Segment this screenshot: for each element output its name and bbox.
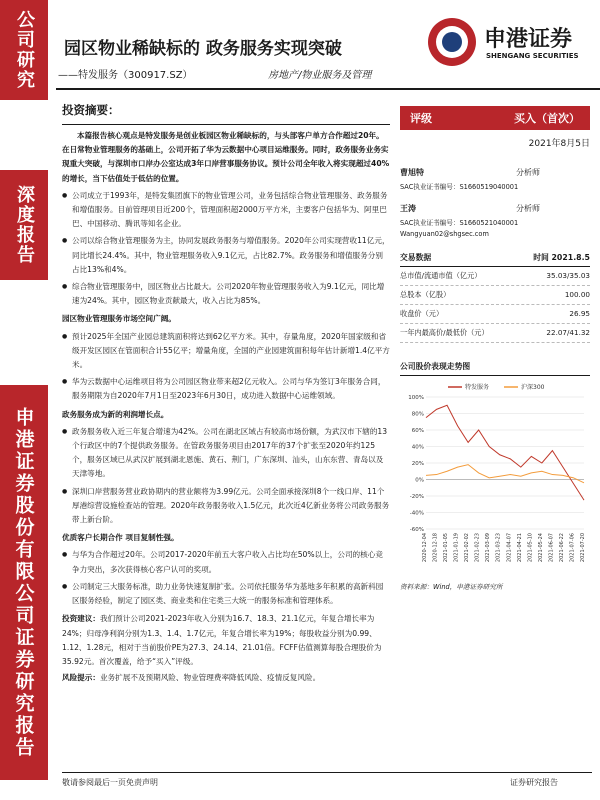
risk-label: 风险提示：: [62, 673, 100, 683]
chart-source: 资料来源：Wind，申港证券研究所: [400, 583, 503, 591]
x-tick-label: 2020-12-18: [432, 533, 439, 563]
sidebar-panel: [400, 102, 590, 591]
sideband-mid-label: 深度报告: [14, 185, 35, 265]
trade-data-header: [400, 252, 590, 267]
trade-data-row: [400, 305, 590, 324]
analyst-name: 曹旭特: [400, 168, 424, 177]
section-divider: [62, 124, 390, 125]
report-subtitle: ——特发服务（300917.SZ）: [58, 70, 193, 81]
trade-data-row: [400, 286, 590, 305]
trade-data-value: 100.00: [564, 290, 590, 299]
stock-chart: [400, 379, 590, 579]
logo-cn-text: 申港证券: [484, 26, 573, 52]
bullet-item: ● 与华为合作超过20年。公司2017-2020年前五大客户收入占比均在50%以上，公司的核心竞争力突出，多次获得核心客户认可的奖项。: [62, 548, 390, 576]
rating-bar: [400, 106, 590, 130]
subheading-government: 政务服务成为新的利润增长点。: [62, 409, 169, 419]
investment-advice: [62, 612, 390, 669]
bullet-item: ● 综合物业管理服务中，园区物业占比最大。公司2020年物业管理服务收入为9.1亿元，同比增速为24%。其中，园区物业贡献最大，收入占比为85%。: [62, 280, 390, 308]
trade-data-value: 35.03/35.03: [546, 271, 590, 280]
header-divider: [56, 88, 600, 90]
analyst-sac: SAC执业证书编号：S1660519040001: [400, 183, 519, 191]
analyst-email[interactable]: Wangyuan02@shgsec.com: [400, 230, 489, 238]
analyst-block-1: [400, 167, 590, 191]
chart-title: 公司股价表现走势图: [400, 361, 590, 376]
advice-label: 投资建议：: [62, 614, 100, 624]
subheading-market: 园区物业管理服务市场空间广阔。: [62, 314, 176, 324]
footer-divider: [62, 772, 592, 773]
analyst-sac: SAC执业证书编号：S1660521040001: [400, 219, 519, 227]
x-tick-label: 2021-02-23: [474, 533, 481, 563]
bullet-group-government: [62, 425, 390, 527]
bullet-item: ● 公司制定三大服务标准，助力业务快速复制扩张。公司依托服务华为基地多年积累的高新科园区服务经验，制定了园区类、商业类和住宅类三大统一的服务标准和管理体系。: [62, 580, 390, 608]
x-tick-label: 2021-03-09: [485, 533, 492, 563]
trade-data-label: 收盘价（元）: [400, 309, 444, 318]
x-tick-label: 2021-07-20: [580, 533, 586, 563]
y-tick-label: 100%: [408, 395, 424, 401]
bullet-item: ● 华为云数据中心运维项目将为公司园区物业带来超2亿元收入。公司与华为签订3年服务合同，服务期限为自2020年7月1日至2023年6月30日，成功进入数据中心运维领域。: [62, 375, 390, 403]
rating-value: 买入（首次）: [514, 112, 580, 125]
trade-data-row: [400, 267, 590, 286]
analyst-block-2: [400, 203, 590, 238]
intro-paragraph: 本篇报告核心观点是特发服务是创业板园区物业稀缺标的，与头部客户单方合作超过20年。在日常物业管理服务的基础上，公司开拓了华为云数据中心项目运维服务。同时，政务服务业务实现重大突破，与深圳市口岸办公室达成3年口岸营事服务协议。预计公司全年收入将实现超过40%的增长，当下估值处于低估的位置。: [62, 131, 390, 183]
x-tick-label: 2021-02-02: [464, 533, 471, 563]
x-tick-label: 2021-04-21: [516, 533, 523, 563]
main-content: [62, 102, 390, 762]
legend-label: 沪深300: [521, 384, 545, 391]
x-tick-label: 2021-06-22: [558, 533, 565, 563]
rating-label: 评级: [410, 112, 432, 125]
bullet-item: ● 预计2025年全国产业园总建筑面积将达到62亿平方米。其中，存量角度，2020年国家级和省级开发区园区在管面积合计55亿平；增量角度，全国的产业园建筑面积每年估计新增1.4亿平方米。: [62, 330, 390, 373]
y-tick-label: 0%: [415, 477, 424, 484]
sideband-deep-report: [0, 170, 48, 280]
y-tick-label: -60%: [409, 527, 424, 533]
company-logo: [428, 18, 598, 74]
x-tick-label: 2021-03-23: [495, 533, 502, 563]
trade-data-value: 26.95: [569, 309, 590, 318]
bullet-item: ● 公司成立于1993年，是特发集团旗下的物业管理公司，业务包括综合物业管理服务、政务服务和增值服务。目前管理项目近200个，管理面积超2000万平方米，主要客户包括华为、阿里巴巴、中国移动、腾讯等知名企业。: [62, 189, 390, 232]
analyst-role: 分析师: [516, 168, 540, 177]
industry-label: 房地产/物业服务及管理: [268, 70, 372, 81]
bullet-item: ● 政务服务收入近三年复合增速为42%。公司在湖北区域占有较高市场份额，为武汉市下辖的13个行政区中的7个提供政务服务。在管政务服务项目由2017年的37个扩张至2020年约125个，服务区域已从武汉扩展到湖北恩施、黄石、荆门，广东深圳、汕头，山东东营、青岛以及天津等地。: [62, 425, 390, 482]
trade-data-label: 总股本（亿股）: [400, 290, 451, 299]
footer-label: 证券研究报告: [510, 778, 558, 787]
sideband-firm-name: [0, 385, 48, 780]
y-tick-label: -40%: [409, 510, 424, 517]
sideband-top-label: 公司研究: [14, 10, 35, 90]
subheading-clients: 优质客户长期合作 项目复制性强。: [62, 533, 179, 543]
risk-warning: [62, 671, 390, 685]
report-title: 园区物业稀缺标的 政务服务实现突破: [64, 39, 342, 59]
trade-data-label: 一年内最高价/最低价（元）: [400, 328, 489, 337]
trade-data-row: [400, 324, 590, 343]
x-tick-label: 2021-05-10: [527, 533, 534, 563]
analyst-name: 王涛: [400, 204, 416, 213]
bullet-group-market: [62, 330, 390, 404]
bullet-item: ● 公司以综合物业管理服务为主，协同发展政务服务与增值服务。2020年公司实现营收11亿元，同比增长24.4%。其中，物业管理服务收入9.1亿元，占比82.7%。政务服务和增值服务分别占比13%和4%。: [62, 234, 390, 277]
y-tick-label: 80%: [411, 411, 424, 418]
trade-data-title: 交易数据: [400, 253, 432, 262]
x-tick-label: 2021-05-24: [537, 533, 544, 563]
x-tick-label: 2021-06-07: [548, 533, 555, 563]
sideband: [0, 0, 48, 800]
logo-en-text: SHENGANG SECURITIES: [486, 52, 579, 60]
x-tick-label: 2020-12-04: [422, 533, 428, 563]
y-tick-label: 20%: [411, 461, 424, 467]
analyst-role: 分析师: [516, 204, 540, 213]
series-line-index: [426, 465, 584, 483]
series-line-company: [426, 405, 584, 500]
x-tick-label: 2021-04-07: [506, 533, 513, 563]
trade-data-value: 22.07/41.32: [546, 328, 590, 337]
report-header: [56, 0, 600, 92]
risk-text: 业务扩展不及预期风险、物业管理费率降低风险、疫情反复风险。: [99, 673, 321, 683]
report-date: 2021年8月5日: [528, 139, 590, 149]
y-tick-label: 60%: [411, 428, 424, 434]
y-tick-label: 40%: [411, 444, 424, 451]
trade-data-time: 时间 2021.8.5: [533, 253, 590, 262]
logo-emblem-icon: [428, 18, 476, 66]
x-tick-label: 2021-07-06: [569, 533, 576, 563]
advice-text: 我们预计公司2021-2023年收入分别为16.7、18.3、21.1亿元，年复合增长率为24%；归母净利润分别为1.3、1.4、1.7亿元，年复合增长率为19%；每股收益分别为0.99、1.12、1.28元，相对于当前股价PE为27.3、24.14、21.01倍。FCFF估值测算每股合理股价为35.92元。首次覆盖，给予“买入”评级。: [62, 614, 382, 666]
y-tick-label: -20%: [409, 494, 424, 500]
legend-label: 特发服务: [465, 384, 490, 391]
trade-data-table: [400, 267, 590, 343]
section-title: 投资摘要：: [62, 103, 120, 117]
sideband-bottom-label: 申港证券股份有限公司证券研究报告: [12, 406, 35, 759]
bullet-item: ● 深圳口岸营服务营业政协期内的营业额将为3.99亿元。公司全面承接深圳8个一线口岸、11个厚港综营设施检查站的管理。2020年政务服务收入1.5亿元，此次近4亿新业务将公司政务服务带上新台阶。: [62, 485, 390, 528]
trade-data-label: 总市值/流通市值（亿元）: [400, 271, 482, 280]
bullet-group-company: [62, 189, 390, 309]
sideband-company-research: [0, 0, 48, 100]
stock-chart-svg: [400, 379, 590, 579]
x-tick-label: 2021-01-19: [453, 533, 460, 563]
footer-disclaimer[interactable]: 敬请参阅最后一页免责声明: [62, 778, 158, 787]
bullet-group-clients: [62, 548, 390, 608]
x-tick-label: 2021-01-05: [443, 533, 450, 563]
